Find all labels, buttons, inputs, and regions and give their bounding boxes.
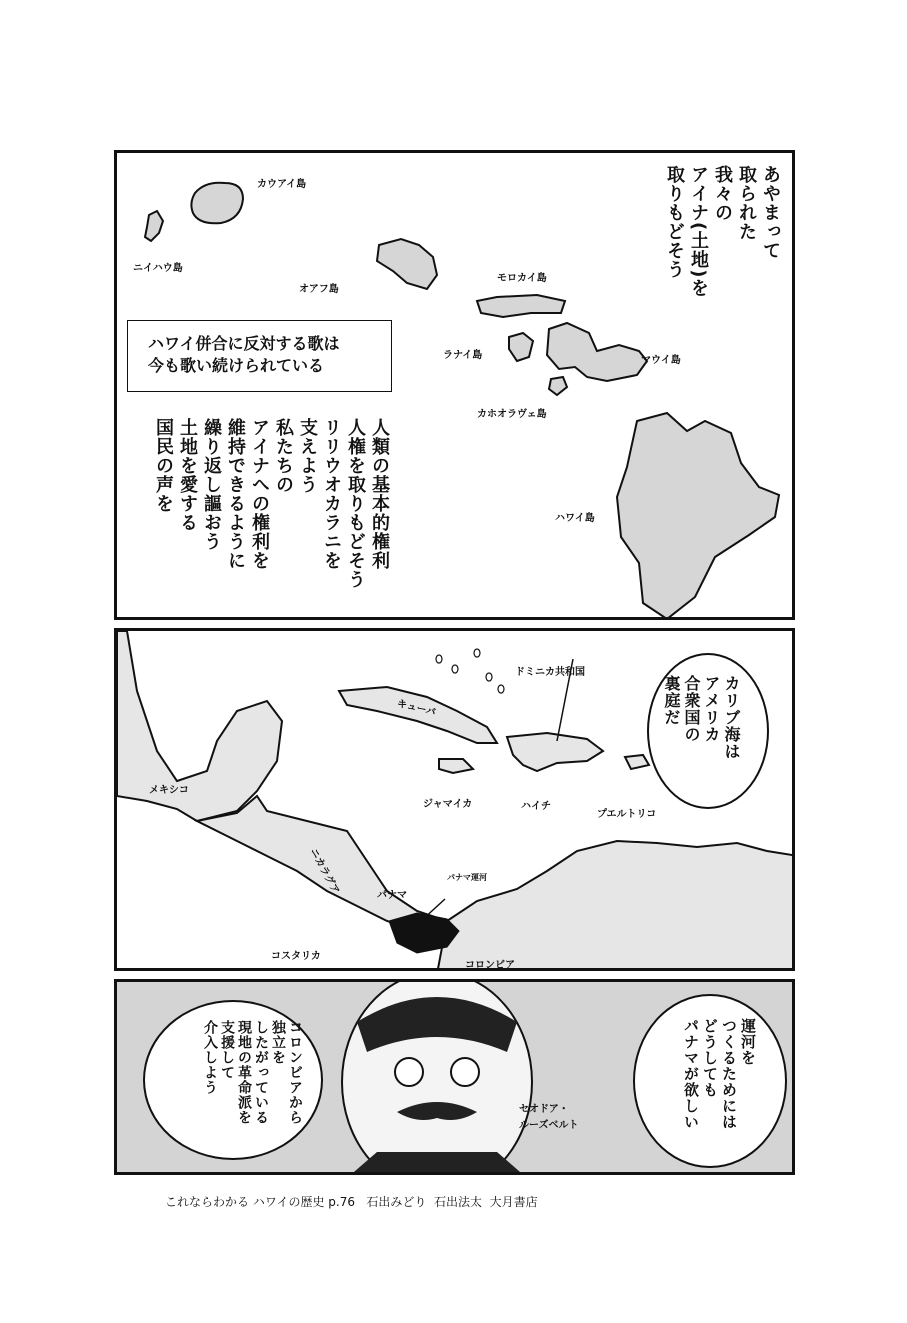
speech-text [201, 1020, 303, 1125]
speech-line: コロンビアから [287, 1020, 303, 1125]
south-america [437, 841, 795, 971]
song-line: 土地を愛する [177, 418, 198, 532]
kahoolawe-label: カホオラヴェ島 [477, 409, 547, 420]
molokai-label: モロカイ島 [497, 273, 547, 284]
cuba-island [339, 687, 497, 743]
caption-box [127, 320, 392, 392]
song-line: 人類の基本的権利 [369, 418, 390, 570]
caption-line: 今も歌い続けられている [148, 356, 325, 375]
molokai-island [477, 295, 565, 317]
niihau-label: ニイハウ島 [133, 263, 183, 274]
song-line: リリウオカラニを [321, 418, 342, 570]
song-line: アイナへの権利を [249, 418, 270, 570]
song-text-left [151, 418, 391, 589]
song-line: 繰り返し謳おう [201, 418, 222, 551]
speech-line: 合衆国の [682, 675, 701, 743]
song-line: 支えよう [297, 418, 318, 494]
puerto-rico-island [625, 755, 649, 769]
speech-line: 独立を [270, 1020, 286, 1065]
speech-line: 支援して [219, 1020, 235, 1080]
song-line: 取られた [736, 165, 757, 241]
haiti-label: ハイチ [521, 801, 551, 812]
song-line: 国民の声を [153, 418, 174, 513]
song-line: アイナ(土地)を [688, 165, 709, 298]
hawaii-island [617, 413, 779, 619]
name-label-line: ルーズベルト [519, 1120, 579, 1131]
kauai-island [191, 183, 243, 224]
song-line: 我々の [712, 165, 733, 222]
speech-text [661, 675, 741, 760]
maui-label: マウイ島 [641, 355, 681, 366]
niihau-island [145, 211, 163, 241]
hawaii-label: ハワイ島 [555, 513, 595, 524]
caption-line: ハワイ併合に反対する歌は [148, 334, 340, 353]
speech-bubble-caribbean [647, 653, 769, 809]
song-line: 私たちの [273, 418, 294, 494]
dominican-label: ドミニカ共和国 [515, 667, 585, 678]
costa-rica-label: コスタリカ [271, 951, 321, 962]
speech-line: 裏庭だ [662, 675, 681, 726]
speech-line: 運河を [739, 1018, 757, 1066]
song-line: あやまって [760, 165, 781, 260]
puerto-rico-label: プエルトリコ [597, 809, 657, 820]
speech-line: パナマが欲しい [682, 1018, 700, 1130]
jamaica-label: ジャマイカ [423, 799, 473, 810]
hispaniola-island [507, 733, 603, 771]
speech-line: 現地の革命派を [236, 1020, 252, 1125]
song-text-right [662, 165, 782, 297]
song-line: 維持できるように [225, 418, 246, 570]
panama-canal-label: パナマ運河 [447, 873, 487, 882]
speech-line: アメリカ [702, 675, 721, 743]
oahu-label: オアフ島 [299, 284, 339, 295]
cuba-label: キューバ [395, 698, 437, 719]
kauai-label: カウアイ島 [257, 179, 307, 190]
panama-label: パナマ [377, 890, 407, 901]
speech-line: つくるためには [720, 1018, 738, 1130]
roosevelt-panel [114, 979, 795, 1175]
name-label-line: セオドア・ [519, 1104, 569, 1115]
jamaica-island [439, 759, 473, 773]
song-line: 人権を取りもどそう [345, 418, 366, 589]
caribbean-map-panel [114, 628, 795, 971]
speech-line: どうしても [701, 1018, 719, 1098]
speech-line: したがっている [253, 1020, 269, 1125]
speech-line: 介入しよう [202, 1020, 218, 1095]
speech-line: カリブ海は [722, 675, 741, 760]
oahu-island [377, 239, 437, 289]
lanai-island [509, 333, 533, 361]
source-citation: これならわかる ハワイの歴史 p.76 石出みどり 石出法太 大月書店 [165, 1195, 538, 1209]
lanai-label: ラナイ島 [443, 350, 483, 361]
maui-island [547, 323, 647, 381]
nicaragua-label: ニカラグア [307, 846, 341, 897]
speech-bubble-left [143, 1000, 323, 1160]
speech-text [681, 1018, 757, 1130]
song-line: 取りもどそう [664, 165, 685, 279]
speech-bubble-right [633, 994, 787, 1168]
hawaii-map-panel [114, 150, 795, 620]
colombia-label: コロンビア [465, 960, 515, 971]
mexico-label: メキシコ [149, 785, 189, 796]
name-label [519, 1102, 579, 1134]
kahoolawe-island [549, 377, 567, 395]
mexico-landmass [117, 631, 282, 821]
